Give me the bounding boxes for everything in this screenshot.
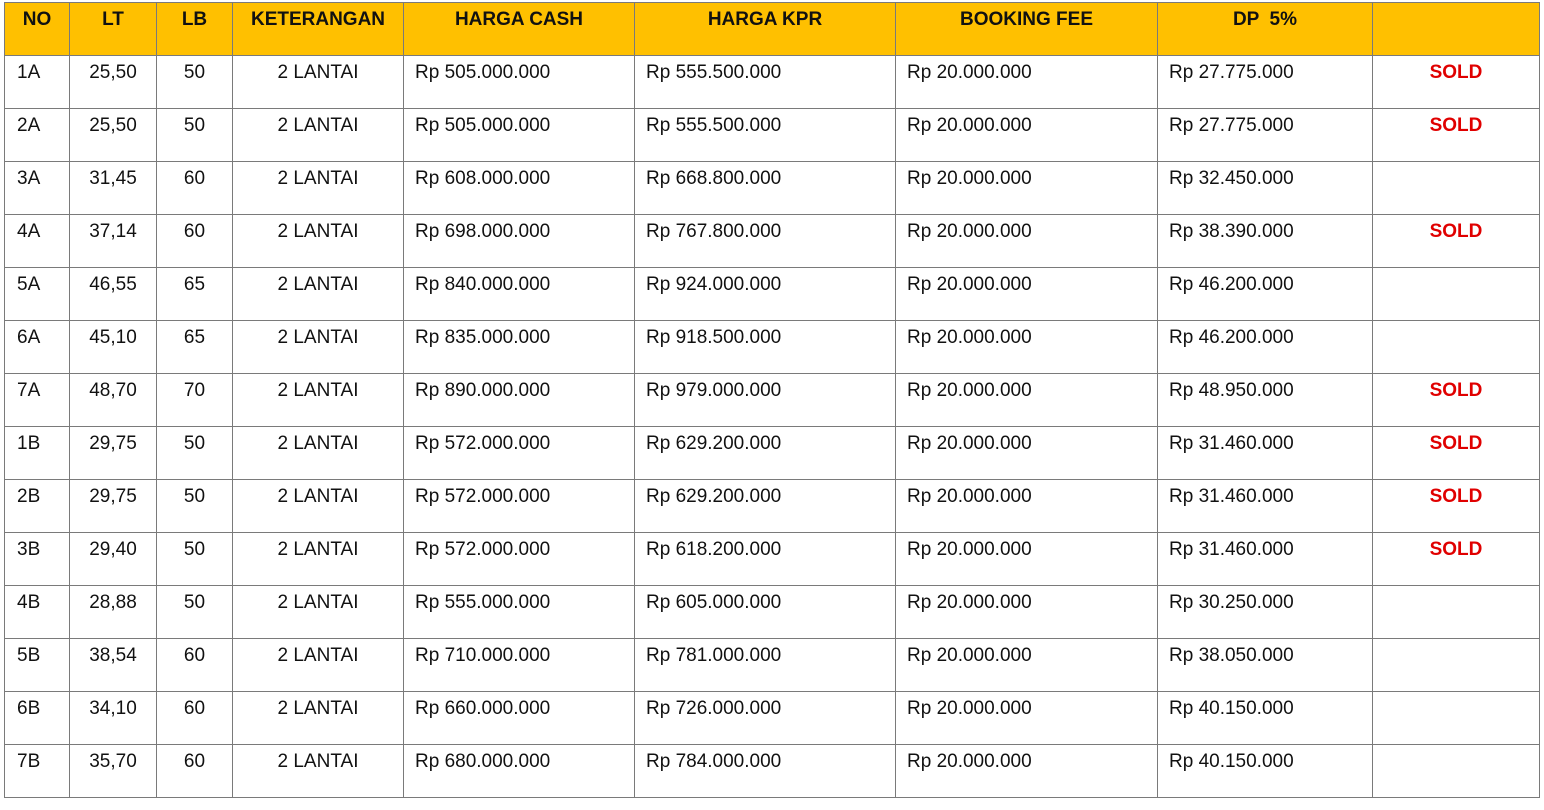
sold-badge: SOLD	[1429, 62, 1483, 83]
cell-harga-cash: Rp 572.000.000	[404, 427, 635, 480]
table-row	[5, 639, 1540, 692]
header-lt: LT	[70, 3, 157, 56]
cell-booking-fee: Rp 20.000.000	[896, 374, 1158, 427]
cell-dp: Rp 46.200.000	[1158, 268, 1373, 321]
cell-dp: Rp 46.200.000	[1158, 321, 1373, 374]
cell-keterangan: 2 LANTAI	[233, 745, 404, 798]
cell-lb: 50	[157, 533, 233, 586]
cell-status	[1373, 215, 1540, 268]
sold-badge: SOLD	[1429, 433, 1483, 454]
cell-status	[1373, 321, 1540, 374]
cell-harga-cash: Rp 555.000.000	[404, 586, 635, 639]
cell-keterangan: 2 LANTAI	[233, 321, 404, 374]
cell-booking-fee: Rp 20.000.000	[896, 56, 1158, 109]
cell-harga-cash: Rp 710.000.000	[404, 639, 635, 692]
cell-dp: Rp 48.950.000	[1158, 374, 1373, 427]
cell-no: 2A	[5, 109, 70, 162]
table-row	[5, 109, 1540, 162]
cell-booking-fee: Rp 20.000.000	[896, 533, 1158, 586]
cell-harga-cash: Rp 680.000.000	[404, 745, 635, 798]
cell-lt: 35,70	[70, 745, 157, 798]
cell-lb: 60	[157, 745, 233, 798]
cell-dp: Rp 38.050.000	[1158, 639, 1373, 692]
cell-lt: 28,88	[70, 586, 157, 639]
header-no: NO	[5, 3, 70, 56]
cell-keterangan: 2 LANTAI	[233, 586, 404, 639]
cell-no: 4B	[5, 586, 70, 639]
cell-lb: 50	[157, 56, 233, 109]
table-row	[5, 215, 1540, 268]
cell-dp: Rp 32.450.000	[1158, 162, 1373, 215]
table-row	[5, 427, 1540, 480]
table-row	[5, 162, 1540, 215]
cell-status	[1373, 639, 1540, 692]
cell-lt: 29,40	[70, 533, 157, 586]
cell-no: 6A	[5, 321, 70, 374]
cell-harga-cash: Rp 505.000.000	[404, 56, 635, 109]
cell-booking-fee: Rp 20.000.000	[896, 427, 1158, 480]
cell-lb: 50	[157, 427, 233, 480]
cell-no: 2B	[5, 480, 70, 533]
header-harga-cash: HARGA CASH	[404, 3, 635, 56]
cell-keterangan: 2 LANTAI	[233, 480, 404, 533]
cell-harga-kpr: Rp 605.000.000	[635, 586, 896, 639]
cell-dp: Rp 40.150.000	[1158, 745, 1373, 798]
header-harga-kpr: HARGA KPR	[635, 3, 896, 56]
cell-harga-kpr: Rp 918.500.000	[635, 321, 896, 374]
cell-keterangan: 2 LANTAI	[233, 374, 404, 427]
sold-badge: SOLD	[1429, 486, 1483, 507]
cell-booking-fee: Rp 20.000.000	[896, 586, 1158, 639]
cell-lt: 45,10	[70, 321, 157, 374]
cell-keterangan: 2 LANTAI	[233, 56, 404, 109]
cell-harga-kpr: Rp 924.000.000	[635, 268, 896, 321]
cell-harga-cash: Rp 608.000.000	[404, 162, 635, 215]
table-body	[5, 56, 1540, 798]
table-header	[5, 3, 1540, 56]
sold-badge: SOLD	[1429, 221, 1483, 242]
sold-badge: SOLD	[1429, 115, 1483, 136]
cell-dp: Rp 27.775.000	[1158, 109, 1373, 162]
cell-status	[1373, 692, 1540, 745]
cell-status	[1373, 745, 1540, 798]
cell-lb: 50	[157, 586, 233, 639]
cell-booking-fee: Rp 20.000.000	[896, 639, 1158, 692]
table-row	[5, 56, 1540, 109]
cell-harga-cash: Rp 660.000.000	[404, 692, 635, 745]
cell-lb: 60	[157, 692, 233, 745]
cell-no: 3A	[5, 162, 70, 215]
cell-booking-fee: Rp 20.000.000	[896, 321, 1158, 374]
cell-harga-kpr: Rp 668.800.000	[635, 162, 896, 215]
cell-harga-cash: Rp 835.000.000	[404, 321, 635, 374]
cell-lt: 37,14	[70, 215, 157, 268]
cell-booking-fee: Rp 20.000.000	[896, 162, 1158, 215]
cell-dp: Rp 31.460.000	[1158, 533, 1373, 586]
header-dp: DP 5%	[1158, 3, 1373, 56]
cell-dp: Rp 31.460.000	[1158, 480, 1373, 533]
cell-harga-kpr: Rp 726.000.000	[635, 692, 896, 745]
header-booking-fee: BOOKING FEE	[896, 3, 1158, 56]
cell-status	[1373, 268, 1540, 321]
header-status	[1373, 3, 1540, 56]
header-row	[5, 3, 1540, 56]
cell-harga-cash: Rp 572.000.000	[404, 533, 635, 586]
cell-harga-kpr: Rp 555.500.000	[635, 56, 896, 109]
cell-status	[1373, 533, 1540, 586]
sold-badge: SOLD	[1429, 539, 1483, 560]
cell-no: 7A	[5, 374, 70, 427]
cell-lt: 38,54	[70, 639, 157, 692]
cell-keterangan: 2 LANTAI	[233, 639, 404, 692]
cell-status	[1373, 56, 1540, 109]
table-row	[5, 480, 1540, 533]
cell-lt: 34,10	[70, 692, 157, 745]
cell-harga-kpr: Rp 629.200.000	[635, 427, 896, 480]
cell-lb: 60	[157, 639, 233, 692]
cell-lb: 60	[157, 162, 233, 215]
cell-lt: 25,50	[70, 56, 157, 109]
cell-keterangan: 2 LANTAI	[233, 162, 404, 215]
cell-harga-kpr: Rp 629.200.000	[635, 480, 896, 533]
cell-no: 5A	[5, 268, 70, 321]
cell-status	[1373, 109, 1540, 162]
cell-harga-kpr: Rp 767.800.000	[635, 215, 896, 268]
cell-lt: 25,50	[70, 109, 157, 162]
price-list-table	[4, 2, 1540, 798]
cell-harga-kpr: Rp 618.200.000	[635, 533, 896, 586]
cell-dp: Rp 40.150.000	[1158, 692, 1373, 745]
cell-harga-cash: Rp 890.000.000	[404, 374, 635, 427]
cell-no: 5B	[5, 639, 70, 692]
cell-dp: Rp 27.775.000	[1158, 56, 1373, 109]
cell-lt: 46,55	[70, 268, 157, 321]
cell-booking-fee: Rp 20.000.000	[896, 268, 1158, 321]
cell-lb: 50	[157, 109, 233, 162]
cell-no: 1B	[5, 427, 70, 480]
cell-no: 6B	[5, 692, 70, 745]
cell-booking-fee: Rp 20.000.000	[896, 109, 1158, 162]
cell-keterangan: 2 LANTAI	[233, 109, 404, 162]
cell-harga-kpr: Rp 555.500.000	[635, 109, 896, 162]
cell-lt: 29,75	[70, 480, 157, 533]
cell-status	[1373, 586, 1540, 639]
cell-lb: 50	[157, 480, 233, 533]
cell-keterangan: 2 LANTAI	[233, 692, 404, 745]
cell-harga-kpr: Rp 781.000.000	[635, 639, 896, 692]
cell-harga-cash: Rp 840.000.000	[404, 268, 635, 321]
cell-dp: Rp 31.460.000	[1158, 427, 1373, 480]
header-keterangan: KETERANGAN	[233, 3, 404, 56]
cell-lb: 65	[157, 321, 233, 374]
cell-dp: Rp 30.250.000	[1158, 586, 1373, 639]
cell-harga-cash: Rp 698.000.000	[404, 215, 635, 268]
table-row	[5, 692, 1540, 745]
table-row	[5, 374, 1540, 427]
table-row	[5, 268, 1540, 321]
cell-booking-fee: Rp 20.000.000	[896, 692, 1158, 745]
cell-dp: Rp 38.390.000	[1158, 215, 1373, 268]
cell-harga-cash: Rp 572.000.000	[404, 480, 635, 533]
cell-harga-kpr: Rp 979.000.000	[635, 374, 896, 427]
sold-badge: SOLD	[1429, 380, 1483, 401]
cell-lb: 70	[157, 374, 233, 427]
cell-lt: 48,70	[70, 374, 157, 427]
table-row	[5, 533, 1540, 586]
cell-lb: 65	[157, 268, 233, 321]
cell-harga-cash: Rp 505.000.000	[404, 109, 635, 162]
cell-status	[1373, 374, 1540, 427]
cell-booking-fee: Rp 20.000.000	[896, 215, 1158, 268]
table-row	[5, 586, 1540, 639]
cell-keterangan: 2 LANTAI	[233, 533, 404, 586]
cell-lt: 29,75	[70, 427, 157, 480]
cell-status	[1373, 427, 1540, 480]
header-lb: LB	[157, 3, 233, 56]
cell-status	[1373, 480, 1540, 533]
cell-booking-fee: Rp 20.000.000	[896, 480, 1158, 533]
cell-no: 4A	[5, 215, 70, 268]
price-list-container	[4, 2, 1540, 798]
table-row	[5, 745, 1540, 798]
table-row	[5, 321, 1540, 374]
cell-keterangan: 2 LANTAI	[233, 427, 404, 480]
cell-lt: 31,45	[70, 162, 157, 215]
cell-keterangan: 2 LANTAI	[233, 215, 404, 268]
cell-no: 7B	[5, 745, 70, 798]
cell-no: 1A	[5, 56, 70, 109]
cell-harga-kpr: Rp 784.000.000	[635, 745, 896, 798]
cell-booking-fee: Rp 20.000.000	[896, 745, 1158, 798]
cell-status	[1373, 162, 1540, 215]
cell-keterangan: 2 LANTAI	[233, 268, 404, 321]
cell-no: 3B	[5, 533, 70, 586]
cell-lb: 60	[157, 215, 233, 268]
